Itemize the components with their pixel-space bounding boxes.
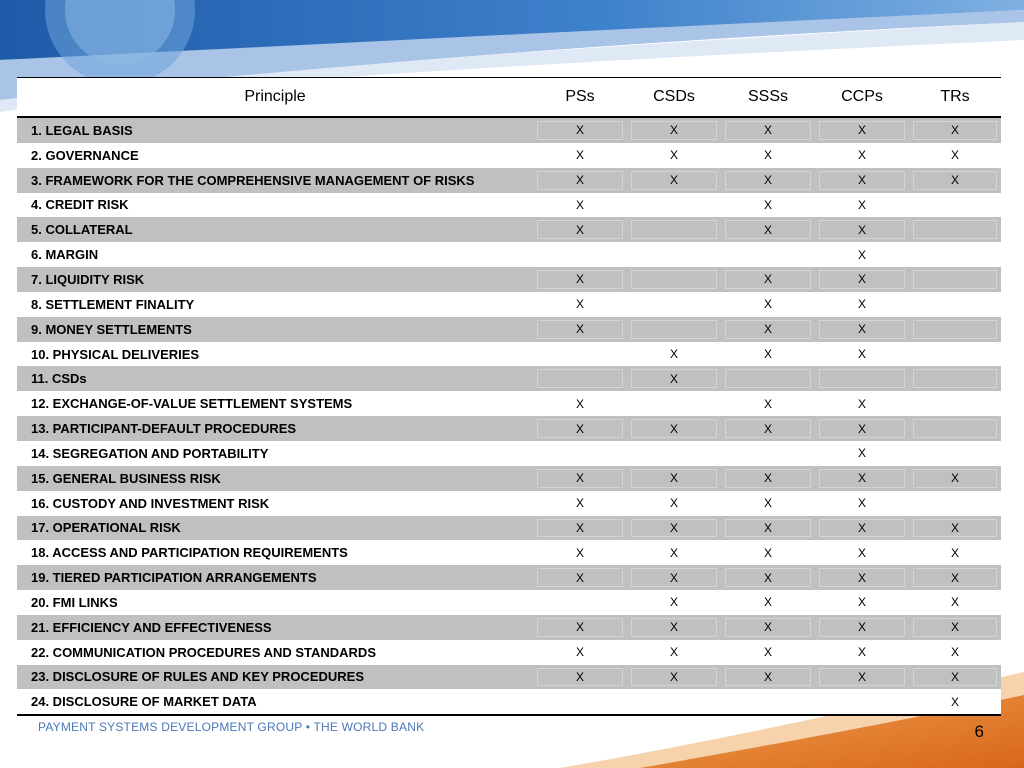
applicability-mark-pss <box>533 590 627 615</box>
applicability-mark-trs: X <box>909 516 1001 541</box>
applicability-mark-ssss: X <box>721 317 815 342</box>
applicability-mark-pss <box>533 689 627 715</box>
header-pss: PSs <box>533 78 627 118</box>
applicability-mark-ccps: X <box>815 391 909 416</box>
page-number: 6 <box>974 722 984 741</box>
applicability-mark-ccps: X <box>815 292 909 317</box>
principle-name: 1. LEGAL BASIS <box>17 117 533 143</box>
applicability-mark-ssss: X <box>721 516 815 541</box>
applicability-mark-pss: X <box>533 391 627 416</box>
table-row <box>17 168 1001 193</box>
applicability-mark-csds: X <box>627 615 721 640</box>
principle-name: 14. SEGREGATION AND PORTABILITY <box>17 441 533 466</box>
applicability-mark-ccps: X <box>815 516 909 541</box>
applicability-mark-csds: X <box>627 416 721 441</box>
table-row <box>17 565 1001 590</box>
applicability-mark-pss: X <box>533 516 627 541</box>
applicability-mark-csds <box>627 391 721 416</box>
applicability-mark-pss: X <box>533 193 627 218</box>
table-row <box>17 466 1001 491</box>
applicability-mark-ccps: X <box>815 640 909 665</box>
applicability-mark-trs <box>909 342 1001 367</box>
applicability-mark-pss: X <box>533 317 627 342</box>
principle-name: 19. TIERED PARTICIPATION ARRANGEMENTS <box>17 565 533 590</box>
applicability-mark-trs: X <box>909 665 1001 690</box>
principle-name: 17. OPERATIONAL RISK <box>17 516 533 541</box>
header-ssss: SSSs <box>721 78 815 118</box>
applicability-mark-pss <box>533 242 627 267</box>
footer-organization-text: PAYMENT SYSTEMS DEVELOPMENT GROUP • THE WORLD BANK <box>38 720 425 734</box>
applicability-mark-trs <box>909 267 1001 292</box>
principle-name: 8. SETTLEMENT FINALITY <box>17 292 533 317</box>
table-row <box>17 366 1001 391</box>
applicability-mark-ccps: X <box>815 565 909 590</box>
applicability-mark-pss: X <box>533 217 627 242</box>
applicability-mark-ssss <box>721 242 815 267</box>
applicability-mark-csds <box>627 689 721 715</box>
principles-table <box>17 77 1001 716</box>
table-row <box>17 193 1001 218</box>
applicability-mark-trs: X <box>909 466 1001 491</box>
applicability-mark-trs: X <box>909 117 1001 143</box>
table-row <box>17 117 1001 143</box>
applicability-mark-csds <box>627 317 721 342</box>
applicability-mark-ccps: X <box>815 117 909 143</box>
applicability-mark-ccps: X <box>815 590 909 615</box>
applicability-mark-trs <box>909 217 1001 242</box>
table-row <box>17 391 1001 416</box>
applicability-mark-trs <box>909 317 1001 342</box>
principle-name: 12. EXCHANGE-OF-VALUE SETTLEMENT SYSTEMS <box>17 391 533 416</box>
header-principle: Principle <box>17 78 533 118</box>
applicability-mark-ccps: X <box>815 416 909 441</box>
applicability-mark-trs: X <box>909 615 1001 640</box>
applicability-mark-ssss: X <box>721 117 815 143</box>
applicability-mark-ssss: X <box>721 168 815 193</box>
applicability-mark-ccps: X <box>815 143 909 168</box>
header-trs: TRs <box>909 78 1001 118</box>
table-row <box>17 242 1001 267</box>
principle-name: 10. PHYSICAL DELIVERIES <box>17 342 533 367</box>
header-ccps: CCPs <box>815 78 909 118</box>
applicability-mark-pss: X <box>533 267 627 292</box>
applicability-mark-ccps: X <box>815 491 909 516</box>
applicability-mark-pss: X <box>533 640 627 665</box>
principle-name: 16. CUSTODY AND INVESTMENT RISK <box>17 491 533 516</box>
applicability-mark-ssss <box>721 366 815 391</box>
table-row <box>17 441 1001 466</box>
applicability-mark-pss: X <box>533 143 627 168</box>
applicability-mark-csds <box>627 267 721 292</box>
applicability-mark-pss: X <box>533 491 627 516</box>
applicability-mark-ssss: X <box>721 491 815 516</box>
applicability-mark-ssss: X <box>721 590 815 615</box>
applicability-mark-ccps: X <box>815 441 909 466</box>
applicability-mark-csds: X <box>627 565 721 590</box>
applicability-mark-pss: X <box>533 615 627 640</box>
applicability-mark-pss: X <box>533 168 627 193</box>
applicability-mark-pss <box>533 441 627 466</box>
applicability-mark-csds: X <box>627 117 721 143</box>
principle-name: 7. LIQUIDITY RISK <box>17 267 533 292</box>
applicability-mark-pss: X <box>533 117 627 143</box>
table-row <box>17 615 1001 640</box>
applicability-mark-trs: X <box>909 640 1001 665</box>
table-header-row <box>17 78 1001 118</box>
applicability-mark-trs <box>909 193 1001 218</box>
applicability-mark-ssss: X <box>721 615 815 640</box>
table-row <box>17 317 1001 342</box>
applicability-mark-ssss: X <box>721 267 815 292</box>
principle-name: 9. MONEY SETTLEMENTS <box>17 317 533 342</box>
table-row <box>17 143 1001 168</box>
applicability-mark-trs: X <box>909 689 1001 715</box>
table-row <box>17 689 1001 715</box>
applicability-mark-ssss <box>721 689 815 715</box>
principle-name: 22. COMMUNICATION PROCEDURES AND STANDARDS <box>17 640 533 665</box>
applicability-mark-ssss: X <box>721 540 815 565</box>
table-body <box>17 117 1001 715</box>
applicability-mark-trs: X <box>909 565 1001 590</box>
applicability-mark-trs: X <box>909 143 1001 168</box>
principle-name: 5. COLLATERAL <box>17 217 533 242</box>
applicability-mark-csds: X <box>627 665 721 690</box>
applicability-mark-ccps: X <box>815 242 909 267</box>
applicability-mark-pss: X <box>533 292 627 317</box>
table-row <box>17 590 1001 615</box>
applicability-mark-trs <box>909 491 1001 516</box>
principle-name: 21. EFFICIENCY AND EFFECTIVENESS <box>17 615 533 640</box>
applicability-mark-ccps <box>815 689 909 715</box>
applicability-mark-pss: X <box>533 665 627 690</box>
applicability-mark-csds: X <box>627 366 721 391</box>
table-row <box>17 491 1001 516</box>
applicability-mark-ssss: X <box>721 143 815 168</box>
table-row <box>17 516 1001 541</box>
applicability-mark-pss: X <box>533 565 627 590</box>
applicability-mark-csds: X <box>627 590 721 615</box>
applicability-mark-trs <box>909 242 1001 267</box>
table-row <box>17 540 1001 565</box>
applicability-mark-ssss: X <box>721 565 815 590</box>
applicability-mark-ssss: X <box>721 640 815 665</box>
applicability-mark-csds: X <box>627 168 721 193</box>
applicability-mark-csds: X <box>627 466 721 491</box>
applicability-mark-pss <box>533 342 627 367</box>
applicability-mark-pss: X <box>533 540 627 565</box>
applicability-mark-trs <box>909 416 1001 441</box>
applicability-mark-ssss: X <box>721 342 815 367</box>
applicability-mark-pss <box>533 366 627 391</box>
applicability-mark-trs <box>909 441 1001 466</box>
applicability-mark-trs: X <box>909 540 1001 565</box>
applicability-mark-ssss: X <box>721 416 815 441</box>
applicability-mark-ssss: X <box>721 665 815 690</box>
applicability-mark-ssss: X <box>721 193 815 218</box>
applicability-mark-ccps: X <box>815 217 909 242</box>
applicability-mark-csds: X <box>627 491 721 516</box>
principle-name: 3. FRAMEWORK FOR THE COMPREHENSIVE MANAGEMENT OF RISKS <box>17 168 533 193</box>
header-csds: CSDs <box>627 78 721 118</box>
applicability-mark-ccps: X <box>815 317 909 342</box>
principle-name: 13. PARTICIPANT-DEFAULT PROCEDURES <box>17 416 533 441</box>
applicability-mark-trs <box>909 391 1001 416</box>
applicability-mark-ccps: X <box>815 540 909 565</box>
applicability-mark-csds: X <box>627 516 721 541</box>
table-row <box>17 665 1001 690</box>
applicability-mark-ccps: X <box>815 615 909 640</box>
applicability-mark-csds <box>627 242 721 267</box>
principle-name: 15. GENERAL BUSINESS RISK <box>17 466 533 491</box>
applicability-mark-csds: X <box>627 342 721 367</box>
applicability-mark-csds: X <box>627 640 721 665</box>
applicability-mark-pss: X <box>533 416 627 441</box>
applicability-mark-ccps: X <box>815 267 909 292</box>
principle-name: 24. DISCLOSURE OF MARKET DATA <box>17 689 533 715</box>
table-row <box>17 640 1001 665</box>
applicability-mark-ssss: X <box>721 292 815 317</box>
applicability-mark-trs <box>909 366 1001 391</box>
applicability-mark-ccps: X <box>815 168 909 193</box>
applicability-mark-csds <box>627 193 721 218</box>
applicability-mark-csds: X <box>627 143 721 168</box>
applicability-mark-ssss: X <box>721 217 815 242</box>
table-row <box>17 292 1001 317</box>
principle-name: 23. DISCLOSURE OF RULES AND KEY PROCEDURES <box>17 665 533 690</box>
applicability-mark-ssss: X <box>721 466 815 491</box>
table-row <box>17 267 1001 292</box>
principle-name: 18. ACCESS AND PARTICIPATION REQUIREMENTS <box>17 540 533 565</box>
applicability-mark-ssss: X <box>721 391 815 416</box>
applicability-mark-csds <box>627 292 721 317</box>
applicability-mark-csds: X <box>627 540 721 565</box>
principle-name: 4. CREDIT RISK <box>17 193 533 218</box>
principle-name: 11. CSDs <box>17 366 533 391</box>
principle-name: 6. MARGIN <box>17 242 533 267</box>
applicability-mark-csds <box>627 441 721 466</box>
applicability-mark-ssss <box>721 441 815 466</box>
applicability-mark-ccps: X <box>815 342 909 367</box>
table-row <box>17 342 1001 367</box>
applicability-mark-ccps: X <box>815 466 909 491</box>
applicability-mark-trs: X <box>909 590 1001 615</box>
table-row <box>17 416 1001 441</box>
applicability-mark-csds <box>627 217 721 242</box>
principle-name: 20. FMI LINKS <box>17 590 533 615</box>
applicability-mark-pss: X <box>533 466 627 491</box>
principle-name: 2. GOVERNANCE <box>17 143 533 168</box>
table-row <box>17 217 1001 242</box>
applicability-mark-ccps <box>815 366 909 391</box>
applicability-mark-trs <box>909 292 1001 317</box>
applicability-mark-ccps: X <box>815 193 909 218</box>
applicability-mark-ccps: X <box>815 665 909 690</box>
applicability-mark-trs: X <box>909 168 1001 193</box>
principles-table-container <box>17 77 1001 716</box>
